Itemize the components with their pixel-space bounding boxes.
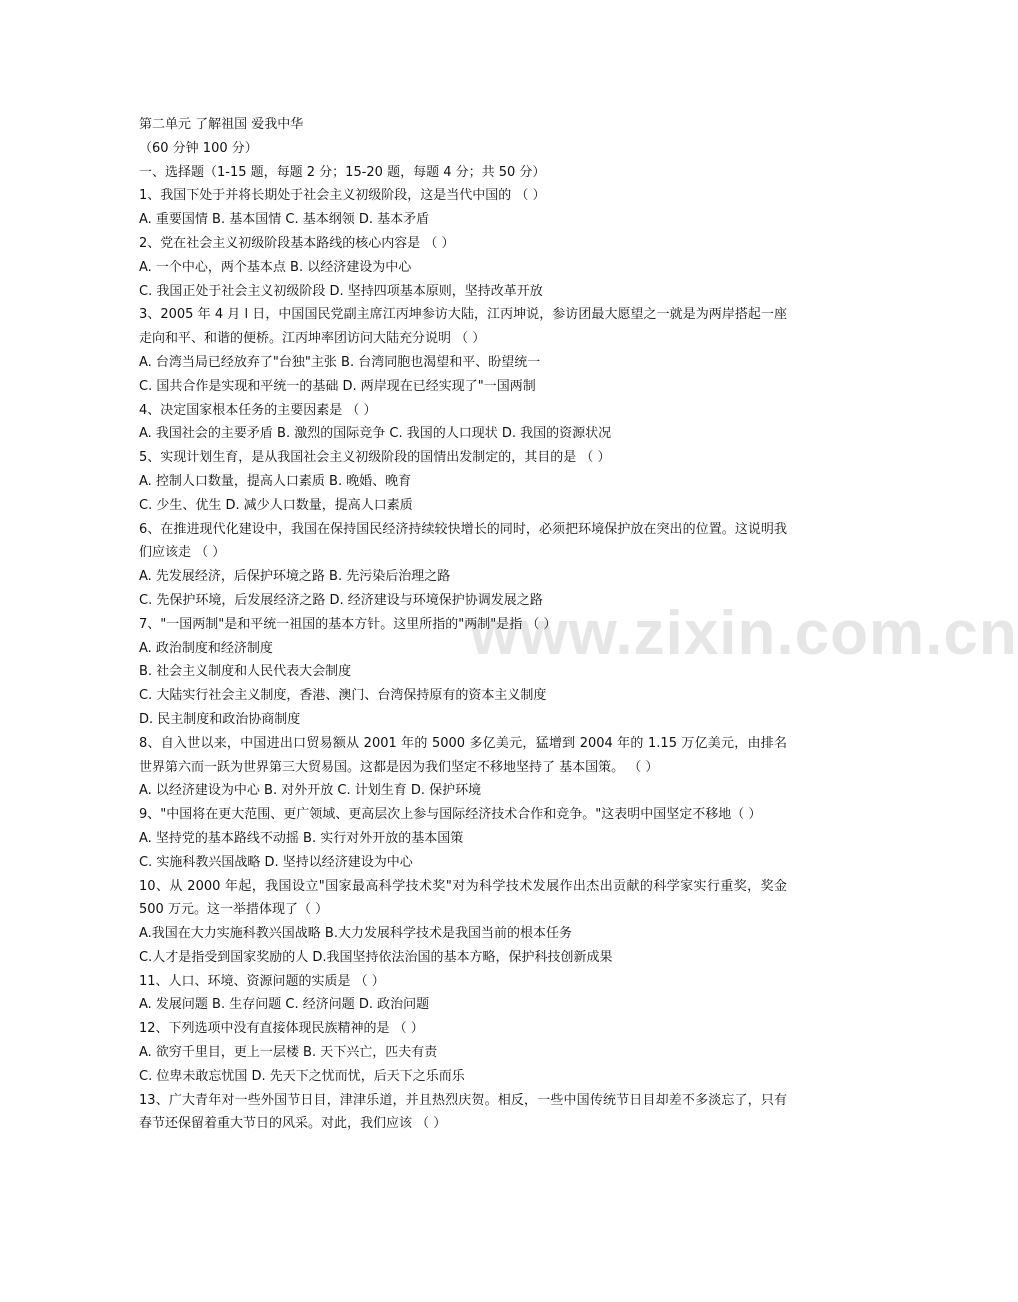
question-7: 7、"一国两制"是和平统一祖国的基本方针。这里所指的"两制"是指 （ ） — [139, 616, 557, 632]
question-10-options-ab: A.我国在大力实施科教兴国战略 B.大力发展科学技术是我国当前的根本任务 — [139, 926, 572, 942]
question-8-options: A. 以经济建设为中心 B. 对外开放 C. 计划生育 D. 保护环境 — [139, 783, 482, 799]
question-3-options-cd: C. 国共合作是实现和平统一的基础 D. 两岸现在已经实现了"一国两制 — [139, 378, 536, 394]
question-4-options: A. 我国社会的主要矛盾 B. 激烈的国际竞争 C. 我国的人口现状 D. 我国的资源状况 — [139, 426, 612, 442]
question-5: 5、实现计划生育，是从我国社会主义初级阶段的国情出发制定的，其目的是 （ ） — [139, 450, 611, 466]
question-3: 3、2005 年 4 月 l 日，中国国民党副主席江丙坤参访大陆，江丙坤说，参访团最大愿望之一就是为两岸搭起一座走向和平、和谐的便桥。江丙坤率团访问大陆充分说明 （ ） — [139, 307, 787, 347]
section-heading: 一、选择题（1-15 题，每题 2 分；15-20 题，每题 4 分；共 50 分） — [139, 164, 546, 180]
question-6: 6、在推进现代化建设中，我国在保持国民经济持续较快增长的同时，必须把环境保护放在突出的位置。这说明我们应该走 （ ） — [139, 521, 787, 561]
question-10-options-cd: C.人才是指受到国家奖励的人 D.我国坚持依法治国的基本方略，保护科技创新成果 — [139, 949, 613, 965]
question-2: 2、党在社会主义初级阶段基本路线的核心内容是 （ ） — [139, 235, 455, 251]
question-9: 9、"中国将在更大范围、更广领域、更高层次上参与国际经济技术合作和竞争。"这表明中国坚定不移地（ ） — [139, 807, 762, 823]
watermark: www.zixin.com.cn — [470, 599, 1018, 668]
question-9-options-cd: C. 实施科教兴国战略 D. 坚持以经济建设为中心 — [139, 854, 413, 870]
question-10: 10、从 2000 年起，我国设立"国家最高科学技术奖"对为科学技术发展作出杰出贡献的科学家实行重奖，奖金 500 万元。这一举措体现了（ ） — [139, 878, 787, 918]
question-8: 8、自入世以来，中国进出口贸易额从 2001 年的 5000 多亿美元，猛增到 2004 年的 1.15 万亿美元，由排名世界第六而一跃为世界第三大贸易国。这都是因为我们坚定不移地坚持了 基本国策。 （ ） — [139, 735, 787, 775]
question-5-options-ab: A. 控制人口数量，提高人口素质 B. 晚婚、晚育 — [139, 473, 412, 489]
question-7-option-c: C. 大陆实行社会主义制度，香港、澳门、台湾保持原有的资本主义制度 — [139, 688, 547, 704]
question-4: 4、决定国家根本任务的主要因素是 （ ） — [139, 402, 377, 418]
question-6-options-cd: C. 先保护环境，后发展经济之路 D. 经济建设与环境保护协调发展之路 — [139, 592, 543, 608]
question-7-option-d: D. 民主制度和政治协商制度 — [139, 711, 301, 727]
exam-duration-score: （60 分钟 100 分） — [139, 140, 258, 156]
question-12: 12、下列选项中没有直接体现民族精神的是 （ ） — [139, 1021, 424, 1037]
question-5-options-cd: C. 少生、优生 D. 减少人口数量，提高人口素质 — [139, 497, 413, 513]
question-3-options-ab: A. 台湾当局已经放弃了"台独"主张 B. 台湾同胞也渴望和平、盼望统一 — [139, 354, 541, 370]
question-9-options-ab: A. 坚持党的基本路线不动摇 B. 实行对外开放的基本国策 — [139, 830, 464, 846]
question-7-option-b: B. 社会主义制度和人民代表大会制度 — [139, 664, 352, 680]
question-2-options-ab: A. 一个中心，两个基本点 B. 以经济建设为中心 — [139, 259, 412, 275]
question-6-options-ab: A. 先发展经济，后保护环境之路 B. 先污染后治理之路 — [139, 569, 451, 585]
question-12-options-ab: A. 欲穷千里目，更上一层楼 B. 天下兴亡，匹夫有责 — [139, 1045, 438, 1061]
document-body — [139, 113, 787, 1136]
question-1-options: A. 重要国情 B. 基本国情 C. 基本纲领 D. 基本矛盾 — [139, 212, 430, 228]
question-2-options-cd: C. 我国正处于社会主义初级阶段 D. 坚持四项基本原则，坚持改革开放 — [139, 283, 543, 299]
question-11-options: A. 发展问题 B. 生存问题 C. 经济问题 D. 政治问题 — [139, 997, 430, 1013]
question-1: 1、我国下处于并将长期处于社会主义初级阶段，这是当代中国的 （ ） — [139, 188, 546, 204]
question-12-options-cd: C. 位卑未敢忘忧国 D. 先天下之忧而忧，后天下之乐而乐 — [139, 1068, 465, 1084]
unit-title: 第二单元 了解祖国 爱我中华 — [139, 117, 304, 132]
question-11: 11、人口、环境、资源问题的实质是 （ ） — [139, 973, 385, 989]
question-7-option-a: A. 政治制度和经济制度 — [139, 640, 273, 656]
question-13: 13、广大青年对一些外国节日目，津津乐道，并且热烈庆贺。相反，一些中国传统节日目却差不多淡忘了，只有春节还保留着重大节日的风采。对此，我们应该 （ ） — [139, 1092, 787, 1132]
